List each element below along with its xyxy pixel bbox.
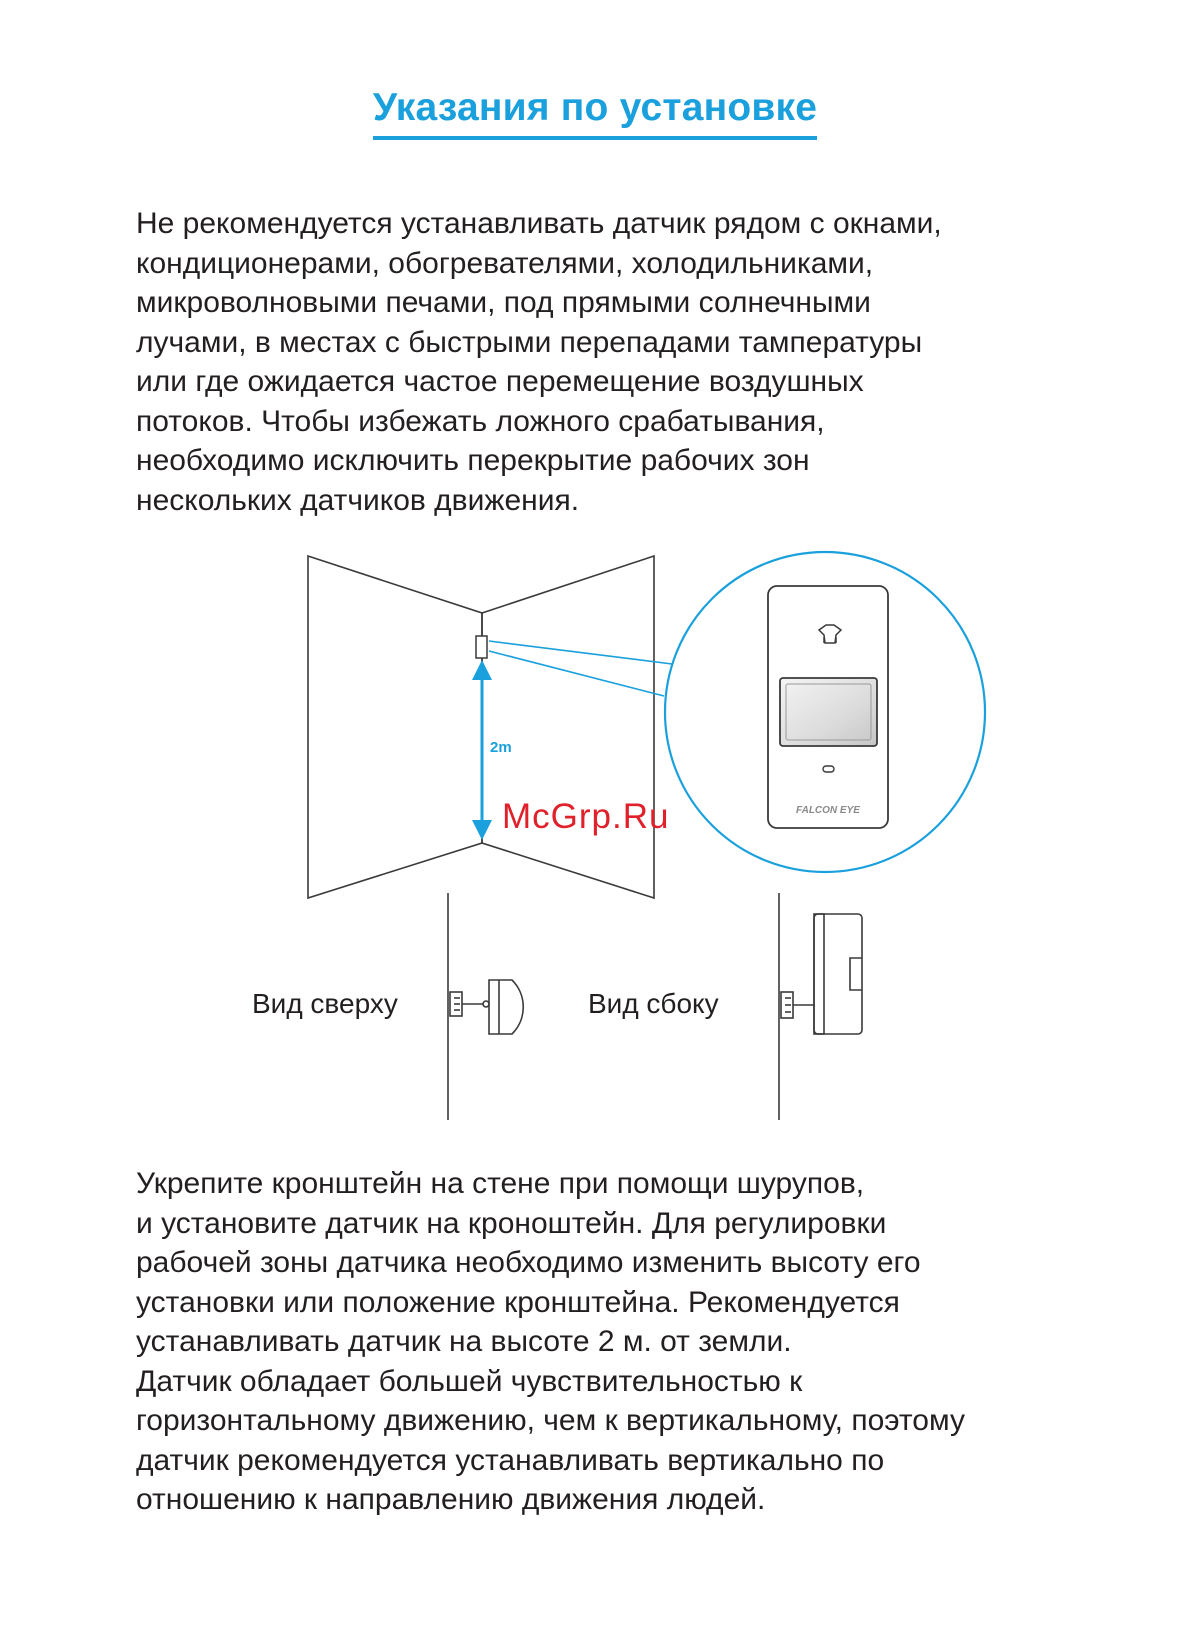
text-line: необходимо исключить перекрытие рабочих зон xyxy=(136,444,810,477)
text-line: установки или положение кронштейна. Рекомендуется xyxy=(136,1285,900,1319)
sensor-lens xyxy=(780,678,877,746)
text-line: Укрепите кронштейн на стене при помощи шурупов, xyxy=(136,1167,865,1200)
text-line: и установите датчик на кроноштейн. Для регулировки xyxy=(136,1206,887,1240)
text-line: Не рекомендуется устанавливать датчик рядом с окнами, xyxy=(136,207,942,240)
right-wall xyxy=(482,556,654,898)
text-line: лучами, в местах с быстрыми перепадами тампературы xyxy=(136,325,923,359)
side-view-diagram xyxy=(779,893,862,1120)
text-line: горизонтальному движению, чем к вертикальному, поэтому xyxy=(136,1404,965,1437)
side-view-label: Вид сбоку xyxy=(588,988,719,1019)
watermark: McGrp.Ru xyxy=(502,797,670,836)
text-line: нескольких датчиков движения. xyxy=(136,483,580,517)
text-line: кондиционерами, обогревателями, холодильниками, xyxy=(136,246,874,280)
page-title: Указания по установке xyxy=(373,86,817,140)
sensor-marker xyxy=(476,636,487,658)
top-view-diagram xyxy=(448,893,523,1120)
text-line: или где ожидается частое перемещение воздушных xyxy=(136,365,864,398)
text-line: датчик рекомендуется устанавливать вертикально по xyxy=(136,1443,885,1477)
mounting-paragraph xyxy=(136,1164,1136,1520)
left-wall xyxy=(308,556,482,898)
text-line: отношению к направлению движения людей. xyxy=(136,1483,766,1516)
height-arrow xyxy=(472,660,492,840)
text-line: Датчик обладает большей чувствительностью к xyxy=(136,1364,803,1398)
brand-label: FALCON EYE xyxy=(796,805,860,816)
zoom-callout-lines xyxy=(489,641,672,696)
sensor-device-front xyxy=(768,586,888,828)
height-label: 2m xyxy=(490,739,512,756)
text-line: потоков. Чтобы избежать ложного срабатывания, xyxy=(136,404,825,438)
text-line: рабочей зоны датчика необходимо изменить высоту его xyxy=(136,1246,921,1279)
text-line: устанавливать датчик на высоте 2 м. от земли. xyxy=(136,1325,792,1358)
text-line: микроволновыми печами, под прямыми солнечными xyxy=(136,286,871,319)
top-view-label: Вид сверху xyxy=(252,988,398,1019)
